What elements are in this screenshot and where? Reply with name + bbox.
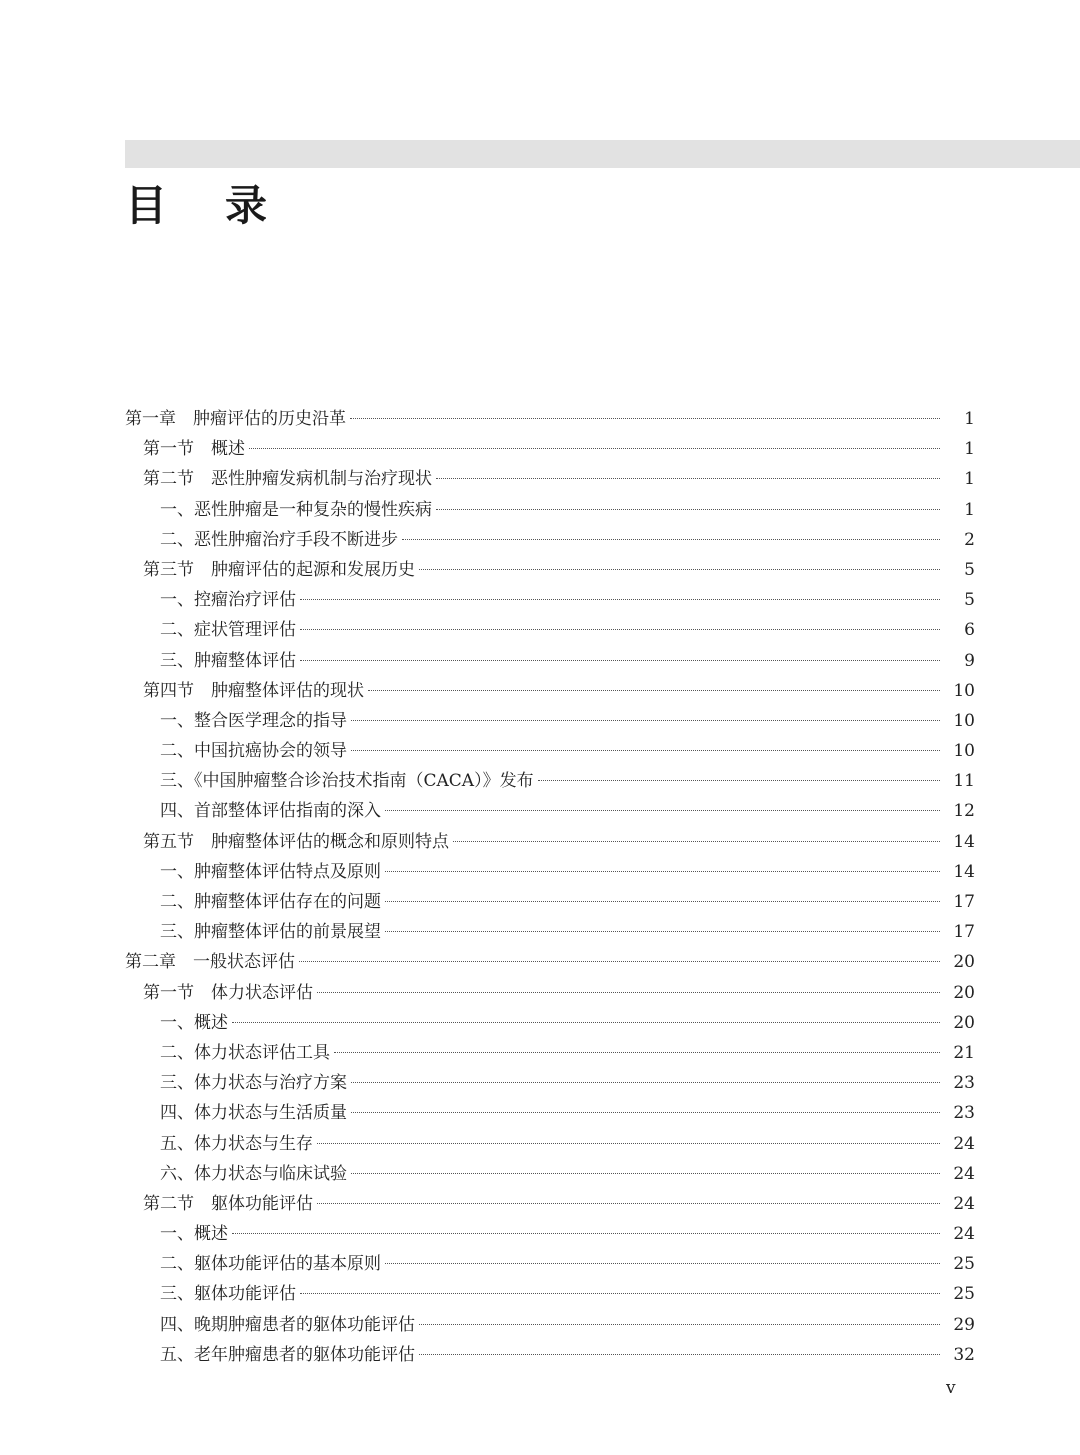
toc-entry-label: 六、体力状态与临床试验: [160, 1163, 347, 1184]
toc-dot-leader: [300, 659, 940, 661]
toc-dot-leader: [232, 1021, 940, 1023]
toc-subsection-entry[interactable]: [0, 495, 1080, 525]
toc-entry-page: 10: [953, 680, 975, 701]
toc-subsection-entry[interactable]: [0, 1279, 1080, 1309]
toc-dot-leader: [334, 1051, 940, 1053]
page-title: 目录: [125, 181, 326, 230]
toc-dot-leader: [436, 508, 940, 510]
toc-entry-label: 二、症状管理评估: [160, 620, 296, 641]
toc-dot-leader: [419, 568, 940, 570]
toc-entry-page: 17: [953, 922, 975, 943]
toc-subsection-entry[interactable]: [0, 917, 1080, 947]
toc-subsection-entry[interactable]: [0, 736, 1080, 766]
toc-entry-page: 14: [953, 831, 975, 852]
toc-entry-label: 一、整合医学理念的指导: [160, 710, 347, 731]
toc-section-entry[interactable]: [0, 555, 1080, 585]
toc-section-entry[interactable]: [0, 464, 1080, 494]
toc-entry-label: 三、《中国肿瘤整合诊治技术指南（CACA）》发布: [160, 771, 534, 792]
toc-entry-page: 17: [953, 892, 975, 912]
toc-entry-page: 25: [953, 1284, 975, 1305]
toc-entry-page: 2: [964, 529, 975, 550]
toc-subsection-entry[interactable]: [0, 1068, 1080, 1098]
toc-subsection-entry[interactable]: [0, 1310, 1080, 1340]
toc-subsection-entry[interactable]: [0, 615, 1080, 645]
toc-entry-page: 29: [953, 1314, 975, 1335]
toc-entry-label: 五、老年肿瘤患者的躯体功能评估: [160, 1344, 415, 1365]
toc-entry-label: 三、肿瘤整体评估: [160, 650, 296, 671]
toc-entry-label: 二、肿瘤整体评估存在的问题: [160, 892, 381, 912]
toc-chapter-entry[interactable]: [0, 404, 1080, 434]
toc-entry-label: 第四节 肿瘤整体评估的现状: [143, 680, 364, 701]
toc-dot-leader: [300, 628, 940, 630]
toc-subsection-entry[interactable]: [0, 1340, 1080, 1370]
toc-entry-label: 四、体力状态与生活质量: [160, 1103, 347, 1124]
toc-dot-leader: [538, 779, 940, 781]
toc-entry-label: 二、体力状态评估工具: [160, 1042, 330, 1063]
toc-dot-leader: [317, 1202, 940, 1204]
toc-section-entry[interactable]: [0, 1189, 1080, 1219]
toc-dot-leader: [419, 1353, 940, 1355]
toc-entry-page: 10: [953, 741, 975, 762]
toc-entry-label: 一、控瘤治疗评估: [160, 590, 296, 611]
toc-entry-page: 23: [953, 1103, 975, 1124]
table-of-contents: [0, 404, 1080, 1370]
toc-entry-label: 一、恶性肿瘤是一种复杂的慢性疾病: [160, 499, 432, 520]
toc-entry-page: 24: [953, 1224, 975, 1245]
toc-entry-label: 二、中国抗癌协会的领导: [160, 741, 347, 762]
toc-dot-leader: [351, 719, 940, 721]
toc-entry-page: 12: [953, 801, 975, 822]
toc-dot-leader: [436, 477, 940, 479]
toc-entry-page: 11: [953, 771, 975, 792]
toc-chapter-entry[interactable]: [0, 947, 1080, 977]
toc-entry-page: 20: [953, 982, 975, 1003]
toc-dot-leader: [232, 1232, 940, 1234]
toc-subsection-entry[interactable]: [0, 1129, 1080, 1159]
toc-entry-label: 三、肿瘤整体评估的前景展望: [160, 922, 381, 943]
toc-subsection-entry[interactable]: [0, 1219, 1080, 1249]
toc-subsection-entry[interactable]: [0, 796, 1080, 826]
toc-entry-label: 二、恶性肿瘤治疗手段不断进步: [160, 529, 398, 550]
toc-entry-label: 一、肿瘤整体评估特点及原则: [160, 861, 381, 882]
toc-dot-leader: [419, 1323, 940, 1325]
toc-entry-label: 三、体力状态与治疗方案: [160, 1073, 347, 1094]
toc-entry-page: 24: [953, 1193, 975, 1214]
toc-dot-leader: [385, 1262, 940, 1264]
toc-entry-label: 二、躯体功能评估的基本原则: [160, 1254, 381, 1275]
toc-entry-label: 五、体力状态与生存: [160, 1133, 313, 1154]
toc-entry-label: 三、躯体功能评估: [160, 1284, 296, 1305]
toc-entry-label: 第一节 概述: [143, 439, 245, 460]
toc-entry-label: 第一章 肿瘤评估的历史沿革: [125, 409, 346, 429]
toc-entry-page: 5: [964, 590, 975, 611]
toc-entry-label: 一、概述: [160, 1224, 228, 1245]
toc-entry-label: 第五节 肿瘤整体评估的概念和原则特点: [143, 831, 449, 852]
toc-entry-page: 24: [953, 1163, 975, 1184]
toc-dot-leader: [351, 1111, 940, 1113]
toc-entry-page: 20: [953, 1012, 975, 1033]
page-number: v: [946, 1378, 956, 1398]
toc-dot-leader: [351, 1172, 940, 1174]
toc-subsection-entry[interactable]: [0, 1038, 1080, 1068]
toc-entry-page: 1: [964, 439, 975, 460]
toc-dot-leader: [299, 960, 940, 962]
toc-entry-label: 第二章 一般状态评估: [125, 952, 295, 973]
toc-dot-leader: [317, 991, 940, 993]
toc-dot-leader: [350, 417, 940, 419]
toc-entry-page: 9: [964, 650, 975, 671]
toc-dot-leader: [300, 1292, 940, 1294]
toc-section-entry[interactable]: [0, 978, 1080, 1008]
toc-entry-page: 21: [953, 1042, 975, 1063]
toc-subsection-entry[interactable]: [0, 887, 1080, 917]
toc-subsection-entry[interactable]: [0, 857, 1080, 887]
toc-entry-label: 第二节 躯体功能评估: [143, 1193, 313, 1214]
toc-subsection-entry[interactable]: [0, 525, 1080, 555]
toc-dot-leader: [368, 689, 940, 691]
toc-section-entry[interactable]: [0, 434, 1080, 464]
toc-dot-leader: [249, 447, 940, 449]
toc-dot-leader: [385, 870, 940, 872]
toc-entry-label: 第一节 体力状态评估: [143, 982, 313, 1003]
toc-entry-label: 第二节 恶性肿瘤发病机制与治疗现状: [143, 469, 432, 490]
toc-subsection-entry[interactable]: [0, 1159, 1080, 1189]
toc-dot-leader: [402, 538, 940, 540]
toc-subsection-entry[interactable]: [0, 646, 1080, 676]
toc-dot-leader: [385, 900, 940, 902]
toc-dot-leader: [317, 1142, 940, 1144]
toc-entry-page: 1: [964, 499, 975, 520]
toc-entry-page: 1: [964, 409, 975, 429]
toc-entry-page: 6: [964, 620, 975, 641]
toc-entry-label: 四、晚期肿瘤患者的躯体功能评估: [160, 1314, 415, 1335]
toc-dot-leader: [351, 749, 940, 751]
toc-entry-label: 四、首部整体评估指南的深入: [160, 801, 381, 822]
toc-entry-page: 24: [953, 1133, 975, 1154]
toc-entry-page: 1: [964, 469, 975, 490]
toc-subsection-entry[interactable]: [0, 1098, 1080, 1128]
toc-section-entry[interactable]: [0, 827, 1080, 857]
toc-entry-label: 一、概述: [160, 1012, 228, 1033]
toc-subsection-entry[interactable]: [0, 585, 1080, 615]
toc-dot-leader: [453, 840, 940, 842]
toc-subsection-entry[interactable]: [0, 706, 1080, 736]
toc-subsection-entry[interactable]: [0, 766, 1080, 796]
toc-entry-label: 第三节 肿瘤评估的起源和发展历史: [143, 559, 415, 580]
toc-entry-page: 20: [953, 952, 975, 973]
toc-entry-page: 10: [953, 710, 975, 731]
toc-dot-leader: [385, 809, 940, 811]
toc-dot-leader: [300, 598, 940, 600]
toc-section-entry[interactable]: [0, 676, 1080, 706]
toc-dot-leader: [385, 930, 940, 932]
toc-dot-leader: [351, 1081, 940, 1083]
toc-subsection-entry[interactable]: [0, 1008, 1080, 1038]
toc-entry-page: 23: [953, 1073, 975, 1094]
toc-entry-page: 14: [953, 861, 975, 882]
toc-entry-page: 5: [964, 559, 975, 580]
toc-subsection-entry[interactable]: [0, 1249, 1080, 1279]
header-bar: [125, 140, 1080, 168]
toc-entry-page: 32: [953, 1344, 975, 1365]
toc-entry-page: 25: [953, 1254, 975, 1275]
